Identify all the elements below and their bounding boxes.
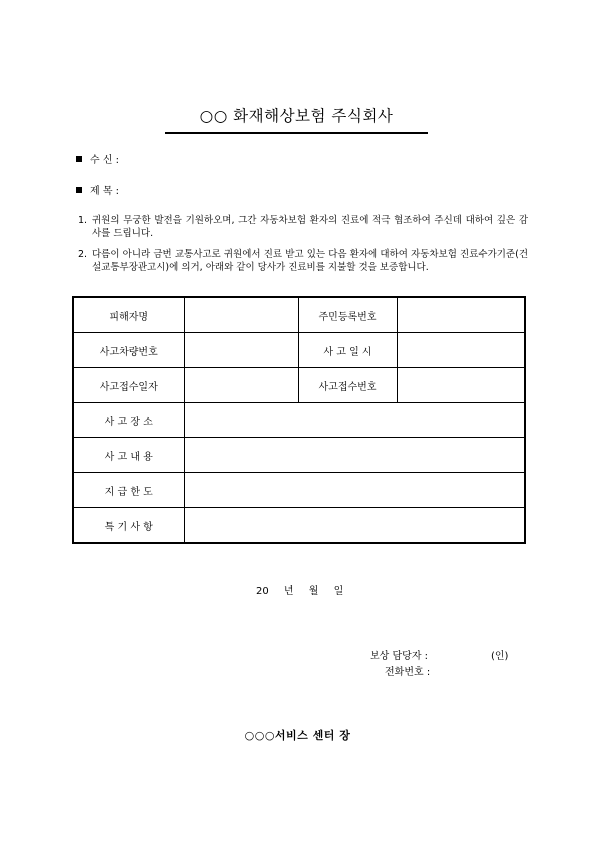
victim-name-value[interactable]: [184, 297, 298, 333]
resident-number-value[interactable]: [397, 297, 525, 333]
date-line: 20 년 월 일: [256, 586, 344, 597]
subject-label: 제 목 :: [90, 186, 120, 197]
accident-info-table: [72, 296, 526, 544]
paragraph-1: [78, 214, 528, 240]
footer-signature: ○○○서비스 센터 장: [244, 729, 351, 742]
table-row: [73, 438, 525, 473]
payment-limit-value[interactable]: [184, 473, 525, 508]
subject-line: [76, 182, 119, 197]
table-row: [73, 508, 525, 544]
recipient-label: 수 신 :: [90, 155, 120, 166]
paragraph-2: [78, 248, 528, 274]
square-bullet-icon: [76, 187, 82, 193]
table-row: [73, 297, 525, 333]
accident-details-label: 사 고 내 용: [73, 438, 184, 473]
vehicle-number-value[interactable]: [184, 333, 298, 368]
accident-datetime-label: 사 고 일 시: [298, 333, 397, 368]
remarks-value[interactable]: [184, 508, 525, 544]
accident-datetime-value[interactable]: [397, 333, 525, 368]
payment-limit-label: 지 급 한 도: [73, 473, 184, 508]
square-bullet-icon: [76, 156, 82, 162]
document-title: ○○ 화재해상보험 주식회사: [165, 104, 428, 134]
victim-name-label: 피해자명: [73, 297, 184, 333]
seal-mark: (인): [491, 651, 509, 662]
accident-place-value[interactable]: [184, 403, 525, 438]
manager-label: 보상 담당자 :: [370, 651, 429, 662]
accident-details-value[interactable]: [184, 438, 525, 473]
accident-place-label: 사 고 장 소: [73, 403, 184, 438]
vehicle-number-label: 사고차량번호: [73, 333, 184, 368]
paragraph-number: 2.: [78, 249, 88, 260]
paragraph-text: 귀원의 무궁한 발전을 기원하오며, 그간 자동차보험 환자의 진료에 적극 협조하여 주신데 대하여 깊은 감사를 드립니다.: [92, 215, 528, 239]
recipient-line: [76, 151, 119, 166]
phone-label: 전화번호 :: [385, 667, 431, 678]
resident-number-label: 주민등록번호: [298, 297, 397, 333]
receipt-number-value[interactable]: [397, 368, 525, 403]
receipt-date-label: 사고접수일자: [73, 368, 184, 403]
receipt-number-label: 사고접수번호: [298, 368, 397, 403]
table-row: [73, 403, 525, 438]
remarks-label: 특 기 사 항: [73, 508, 184, 544]
table-row: [73, 473, 525, 508]
receipt-date-value[interactable]: [184, 368, 298, 403]
table-row: [73, 368, 525, 403]
table-row: [73, 333, 525, 368]
paragraph-number: 1.: [78, 215, 88, 226]
paragraph-text: 다름이 아니라 금번 교통사고로 귀원에서 진료 받고 있는 다음 환자에 대하여 자동차보험 진료수가기준(건설교통부장관고시)에 의거, 아래와 같이 당사가 진료비를 지불할 것을 보증합니다.: [92, 249, 528, 273]
